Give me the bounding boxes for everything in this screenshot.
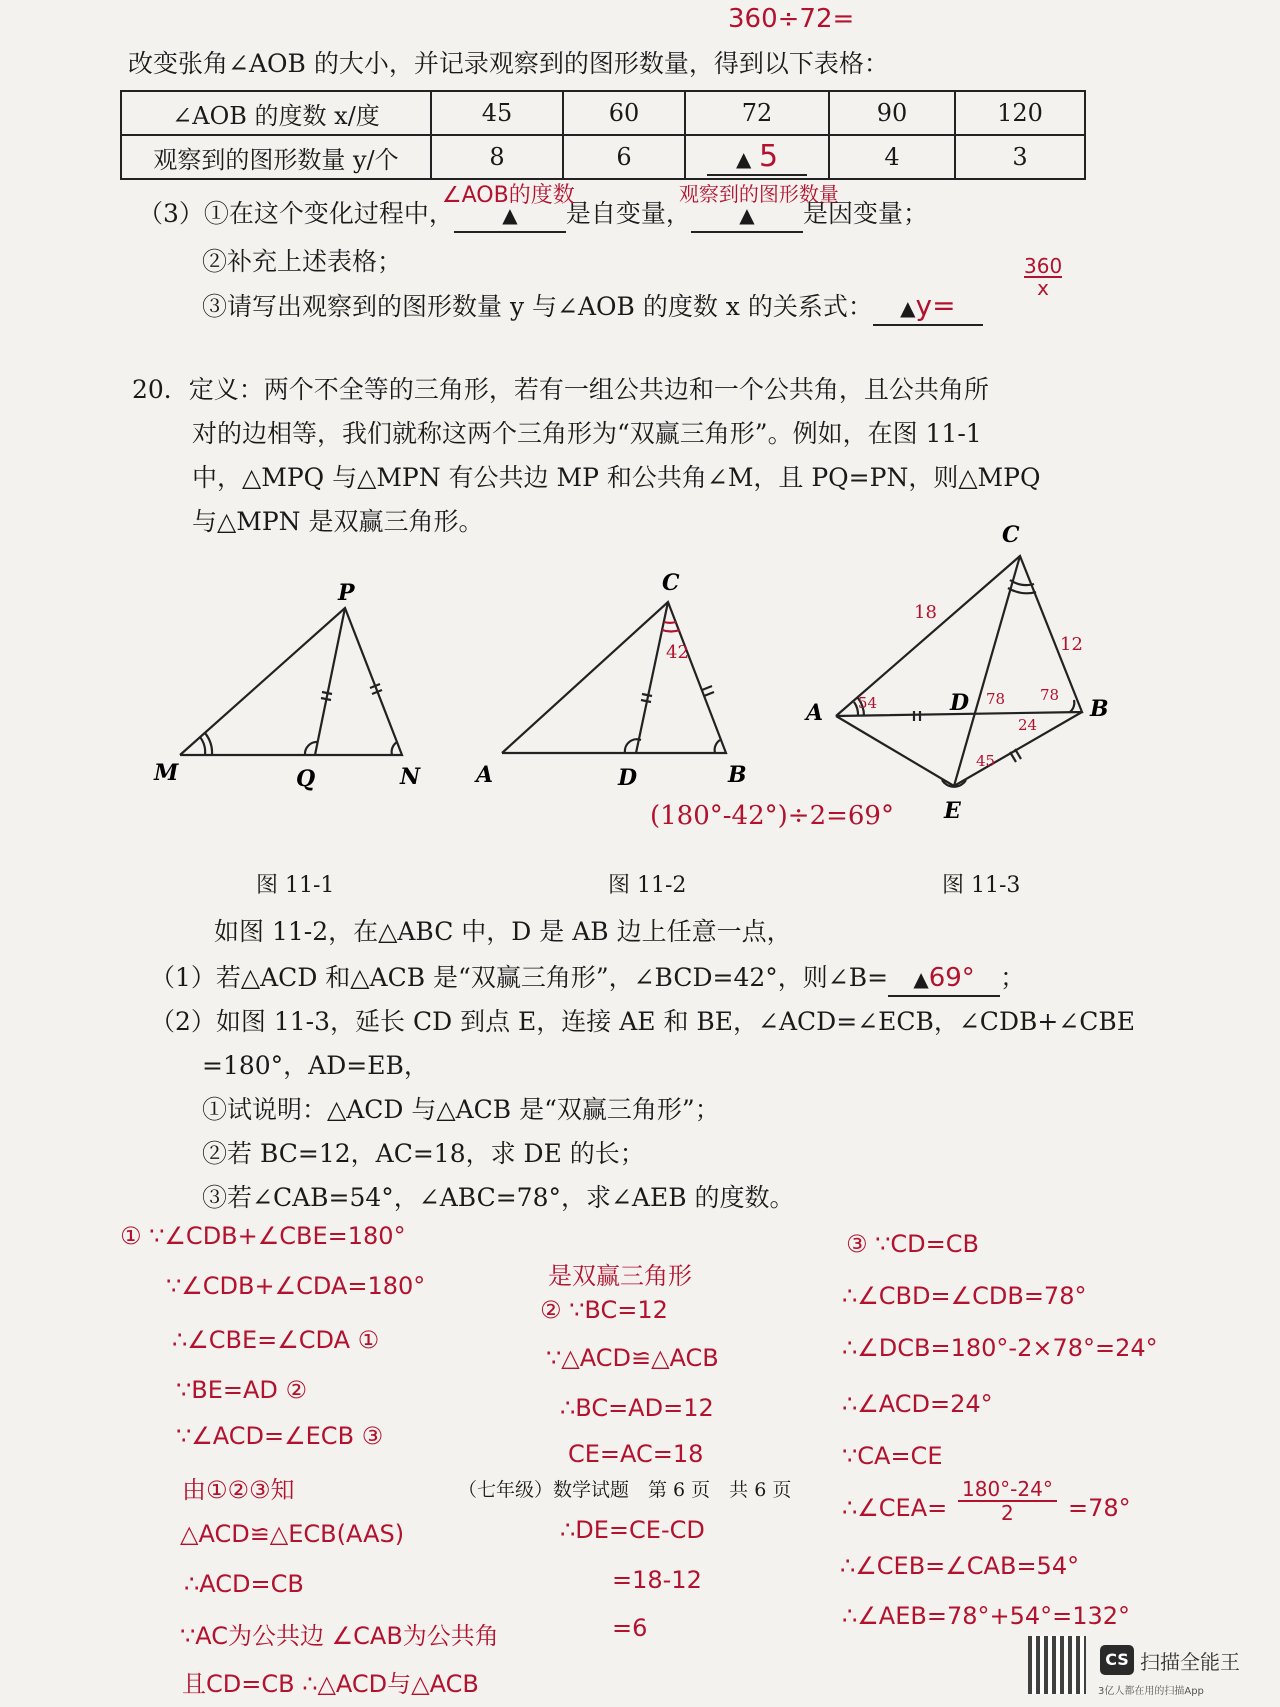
caption-fig-11-1: 图 11-1 bbox=[256, 873, 335, 898]
q3-text: 是因变量； bbox=[802, 199, 928, 228]
hw-angle-42: 42 bbox=[666, 642, 689, 663]
hw-calc-69: (180°-42°)÷2=69° bbox=[650, 801, 894, 831]
solution-col2-line: =6 bbox=[612, 1614, 648, 1642]
caption-fig-11-2: 图 11-2 bbox=[608, 873, 687, 898]
solution-col3-fraction bbox=[958, 1478, 1057, 1524]
camscanner-subtitle: 3亿人都在用的扫描App bbox=[1098, 1686, 1204, 1697]
label-B3: B bbox=[1090, 696, 1109, 722]
solution-col3-fraction-result: =78° bbox=[1068, 1494, 1131, 1522]
blank-mark: ▲ bbox=[913, 967, 929, 991]
table-cell: 90 bbox=[829, 91, 955, 135]
solution-col2-line: CE=AC=18 bbox=[568, 1440, 704, 1468]
solution-col2-line: ∴DE=CE-CD bbox=[560, 1516, 705, 1544]
sub-line6: ③若∠CAB=54°，∠ABC=78°，求∠AEB 的度数。 bbox=[202, 1183, 795, 1212]
fraction-den: x bbox=[1037, 276, 1050, 300]
handwritten-note-top: 360÷72= bbox=[728, 4, 855, 34]
sub-line0: 如图 11-2，在△ABC 中，D 是 AB 边上任意一点， bbox=[214, 917, 792, 946]
sub-text: （1）若△ACD 和△ACB 是“双赢三角形”，∠BCD=42°，则∠B= bbox=[150, 963, 889, 992]
solution-col1-line: △ACD≌△ECB(AAS) bbox=[180, 1520, 405, 1548]
sub-line4: ①试说明：△ACD 与△ACB 是“双赢三角形”； bbox=[202, 1095, 720, 1124]
q20-line3: 中，△MPQ 与△MPN 有公共边 MP 和公共角∠M，且 PQ=PN，则△MPQ bbox=[192, 463, 1041, 492]
blank-mark: ▲ bbox=[735, 146, 752, 171]
page-footer: （七年级）数学试题 第 6 页 共 6 页 bbox=[458, 1479, 792, 1501]
solution-col3-line: ∴∠DCB=180°-2×78°=24° bbox=[842, 1334, 1158, 1362]
figure-11-1 bbox=[180, 608, 402, 755]
intro-text: 改变张角∠AOB 的大小，并记录观察到的图形数量，得到以下表格： bbox=[128, 49, 889, 78]
fraction-den: 2 bbox=[1001, 1501, 1014, 1525]
solution-col2-line: ∴BC=AD=12 bbox=[560, 1394, 714, 1422]
handwritten-answer: 69° bbox=[928, 963, 975, 993]
sub-line2: （2）如图 11-3，延长 CD 到点 E，连接 AE 和 BE，∠ACD=∠ECB，∠CDB+∠CBE bbox=[150, 1007, 1135, 1036]
solution-col1-line: ∵BE=AD ② bbox=[176, 1376, 308, 1404]
table-cell: 3 bbox=[955, 135, 1085, 179]
solution-col1-line: ① ∵∠CDB+∠CBE=180° bbox=[120, 1222, 406, 1250]
table-cell: 45 bbox=[431, 91, 563, 135]
fraction-num: 360 bbox=[1024, 254, 1063, 278]
table-cell: 120 bbox=[955, 91, 1085, 135]
blank-mark: ▲ bbox=[739, 203, 755, 227]
figure-11-3 bbox=[836, 556, 1082, 787]
label-M: M bbox=[154, 760, 179, 786]
label-E3: E bbox=[944, 798, 961, 824]
handwritten-answer: 观察到的图形数量 bbox=[678, 182, 839, 206]
table-cell: 8 bbox=[431, 135, 563, 179]
solution-col1-line: ∴ACD=CB bbox=[184, 1570, 304, 1598]
solution-col1-line: 由①②③知 bbox=[182, 1476, 295, 1504]
solution-col1-line: 且CD=CB ∴△ACD与△ACB bbox=[182, 1670, 479, 1698]
camscanner-logo: CS bbox=[1100, 1645, 1134, 1675]
solution-col3-line: ∵CA=CE bbox=[842, 1442, 943, 1470]
q3-text: （3）①在这个变化过程中， bbox=[138, 199, 454, 228]
table-header-x: ∠AOB 的度数 x/度 bbox=[121, 91, 431, 135]
label-D3: D bbox=[950, 690, 970, 716]
sub-line3: =180°，AD=EB， bbox=[202, 1051, 429, 1080]
table-cell: 4 bbox=[829, 135, 955, 179]
q3-text: ③请写出观察到的图形数量 y 与∠AOB 的度数 x 的关系式： bbox=[202, 292, 873, 321]
handwritten-answer: y= bbox=[915, 289, 956, 322]
solution-col1-line: ∵∠ACD=∠ECB ③ bbox=[176, 1422, 384, 1450]
hw-78-b: 78 bbox=[1040, 686, 1060, 704]
fraction-num: 180°-24° bbox=[958, 1478, 1057, 1502]
solution-col3-line: ∴∠AEB=78°+54°=132° bbox=[842, 1602, 1131, 1630]
solution-col3-line: ∴∠CEA= bbox=[842, 1494, 948, 1522]
hw-54: 54 bbox=[858, 694, 878, 712]
label-N: N bbox=[400, 764, 421, 790]
blank-mark: ▲ bbox=[900, 296, 916, 320]
label-Q: Q bbox=[296, 766, 316, 792]
solution-col3-line: ∴∠CEB=∠CAB=54° bbox=[840, 1552, 1080, 1580]
solution-col3-line: ③ ∵CD=CB bbox=[846, 1230, 979, 1258]
camscanner-title: 扫描全能王 bbox=[1140, 1650, 1240, 1674]
q20-line4: 与△MPN 是双赢三角形。 bbox=[192, 507, 484, 536]
q3-line2: ②补充上述表格； bbox=[202, 247, 403, 276]
hw-24: 24 bbox=[1018, 716, 1038, 734]
solution-col1-line: ∵∠CDB+∠CDA=180° bbox=[166, 1272, 426, 1300]
handwritten-answer: ∠AOB的度数 bbox=[441, 183, 575, 208]
solution-col2-line: ② ∵BC=12 bbox=[540, 1296, 668, 1324]
solution-col3-line: ∴∠CBD=∠CDB=78° bbox=[842, 1282, 1087, 1310]
label-D: D bbox=[618, 765, 638, 791]
label-A3: A bbox=[806, 700, 824, 726]
blank-mark: ▲ bbox=[502, 203, 518, 227]
sub-line5: ②若 BC=12，AC=18，求 DE 的长； bbox=[202, 1139, 645, 1168]
solution-col2-line: =18-12 bbox=[612, 1566, 702, 1594]
label-C3: C bbox=[1002, 522, 1020, 548]
caption-fig-11-3: 图 11-3 bbox=[942, 873, 1021, 898]
q20-line2: 对的边相等，我们就称这两个三角形为“双赢三角形”。例如，在图 11-1 bbox=[192, 419, 982, 448]
sub-line1: （1）若△ACD 和△ACB 是“双赢三角形”，∠BCD=42°，则∠B= ▲69° ； bbox=[150, 962, 1025, 997]
handwritten-answer: 5 bbox=[758, 138, 779, 174]
table-cell: 72 bbox=[685, 91, 829, 135]
hw-12: 12 bbox=[1060, 634, 1083, 655]
label-B: B bbox=[728, 762, 747, 788]
hw-45: 45 bbox=[976, 752, 996, 770]
q3-text: 是自变量， bbox=[565, 199, 691, 228]
hw-78-d: 78 bbox=[986, 690, 1006, 708]
solution-col2-line: ∵△ACD≌△ACB bbox=[546, 1344, 719, 1372]
solution-col1-line: ∴∠CBE=∠CDA ① bbox=[172, 1326, 380, 1354]
q20-line1: 20．定义：两个不全等的三角形，若有一组公共边和一个公共角，且公共角所 bbox=[132, 375, 989, 404]
solution-col2-line: 是双赢三角形 bbox=[548, 1262, 692, 1290]
qr-code-icon bbox=[1028, 1636, 1086, 1694]
figure-11-2 bbox=[502, 602, 726, 753]
solution-col1-line: ∵AC为公共边 ∠CAB为公共角 bbox=[180, 1622, 499, 1650]
label-P: P bbox=[338, 580, 355, 606]
table-cell: 60 bbox=[563, 91, 685, 135]
label-A: A bbox=[476, 762, 494, 788]
table-header-y: 观察到的图形数量 y/个 bbox=[121, 135, 431, 179]
table-cell: 6 bbox=[563, 135, 685, 179]
hw-18: 18 bbox=[914, 602, 937, 623]
solution-col3-line: ∴∠ACD=24° bbox=[842, 1390, 993, 1418]
label-C: C bbox=[662, 570, 680, 596]
